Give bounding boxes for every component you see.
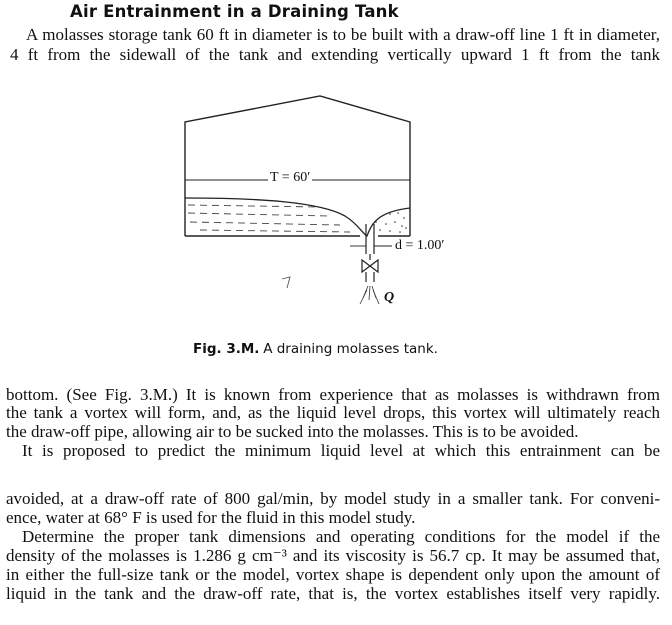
liquid-dash-4 <box>200 230 350 232</box>
para3-line-2: ence, water at 68° F is used for the fluid in this model study. <box>6 508 416 527</box>
caption-text: A draining molasses tank. <box>263 341 438 357</box>
discharge-spray <box>360 286 379 304</box>
label-diameter: T = 60′ <box>270 170 311 185</box>
tank-figure <box>170 76 450 326</box>
para2-line-2: the tank a vortex will form, and, as the liquid level drops, this vortex will ultimately reach <box>6 403 660 422</box>
para3-line-6: liquid in the tank and the draw-off rate, that is, the vortex establishes itself very rapidly. <box>6 584 660 603</box>
para2-line-4: It is proposed to predict the minimum liquid level at which this entrainment can be <box>22 441 660 460</box>
liquid-dash-1 <box>188 205 320 207</box>
para1-line-2: 4 ft from the sidewall of the tank and extending vertically upward 1 ft from the tank <box>10 45 660 64</box>
label-flow-rate: Q <box>384 290 395 305</box>
liquid-dash-2 <box>188 213 330 216</box>
label-pipe-diameter: d = 1.00′ <box>395 238 445 253</box>
para1-line-1: A molasses storage tank 60 ft in diameter is to be built with a draw-off line 1 ft in diameter, <box>26 25 660 44</box>
figure-caption <box>193 341 438 358</box>
para2-line-1: bottom. (See Fig. 3.M.) It is known from experience that as molasses is withdrawn from <box>6 385 660 404</box>
para3-line-3: Determine the proper tank dimensions and operating conditions for the model if the <box>22 527 660 546</box>
para3-line-1: avoided, at a draw-off rate of 800 gal/min, by model study in a smaller tank. For conveni- <box>6 489 660 508</box>
para2-line-3: the draw-off pipe, allowing air to be sucked into the molasses. This is to be avoided. <box>6 422 579 441</box>
caption-number: Fig. 3.M. <box>193 341 260 357</box>
valve-icon <box>362 260 378 272</box>
tank-diagram <box>170 76 450 326</box>
stipple-dots <box>375 212 407 233</box>
section-heading: Air Entrainment in a Draining Tank <box>70 2 399 21</box>
liquid-dash-3 <box>190 222 340 225</box>
stray-mark <box>282 277 290 288</box>
para3-line-5: in either the full-size tank or the model, vortex shape is dependent only upon the amount of <box>6 565 660 584</box>
para3-line-4: density of the molasses is 1.286 g cm⁻³ and its viscosity is 56.7 cp. It may be assumed that, <box>6 546 660 565</box>
